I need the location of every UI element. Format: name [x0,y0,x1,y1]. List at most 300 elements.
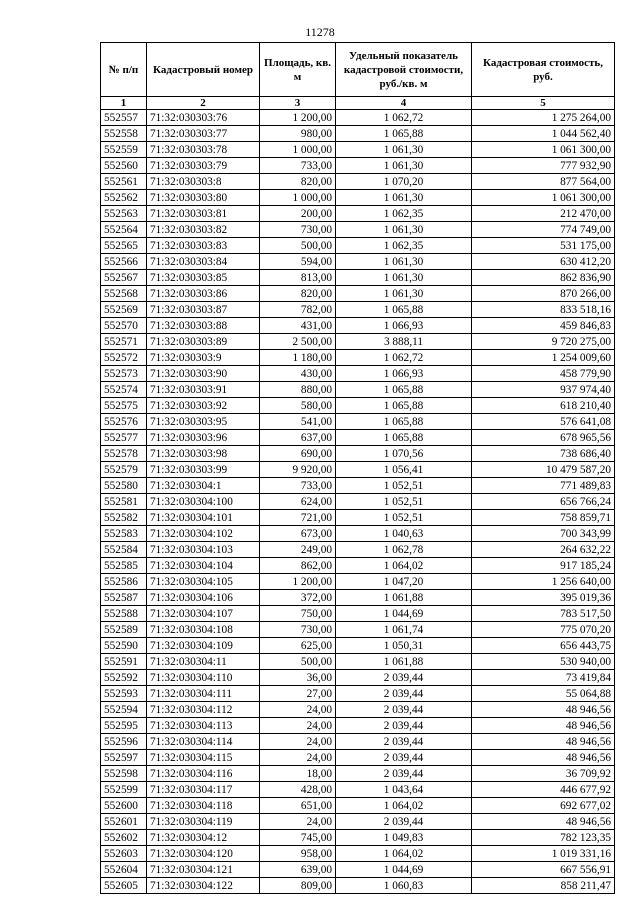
specific-rate-value: 1 065,88 [336,398,472,414]
row-number: 552587 [101,590,147,606]
area-value: 24,00 [260,750,336,766]
cadastral-number: 71:32:030304:116 [147,766,260,782]
row-number: 552557 [101,110,147,126]
cadastral-value: 877 564,00 [472,174,615,190]
table-row [101,446,615,462]
table-row [101,414,615,430]
row-number: 552562 [101,190,147,206]
cadastral-number: 71:32:030303:83 [147,238,260,254]
column-number: 4 [336,97,472,110]
specific-rate-value: 1 065,88 [336,382,472,398]
cadastral-number: 71:32:030304:114 [147,734,260,750]
cadastral-value: 1 061 300,00 [472,142,615,158]
specific-rate-value: 1 064,02 [336,846,472,862]
area-value: 820,00 [260,286,336,302]
cadastral-number: 71:32:030304:1 [147,478,260,494]
area-value: 673,00 [260,526,336,542]
cadastral-value: 656 443,75 [472,638,615,654]
area-value: 880,00 [260,382,336,398]
cadastral-value: 692 677,02 [472,798,615,814]
area-value: 24,00 [260,814,336,830]
row-number: 552570 [101,318,147,334]
cadastral-value: 48 946,56 [472,718,615,734]
column-number: 5 [472,97,615,110]
table-row [101,494,615,510]
table-row [101,718,615,734]
area-value: 24,00 [260,718,336,734]
cadastral-value: 48 946,56 [472,702,615,718]
cadastral-number: 71:32:030303:91 [147,382,260,398]
cadastral-value: 48 946,56 [472,734,615,750]
area-value: 27,00 [260,686,336,702]
table-row [101,558,615,574]
table-row [101,206,615,222]
cadastral-number: 71:32:030303:96 [147,430,260,446]
area-value: 730,00 [260,622,336,638]
specific-rate-value: 1 062,72 [336,350,472,366]
table-row [101,334,615,350]
cadastral-number: 71:32:030303:82 [147,222,260,238]
cadastral-number: 71:32:030304:118 [147,798,260,814]
table-row [101,430,615,446]
table-row [101,862,615,878]
cadastral-number: 71:32:030303:89 [147,334,260,350]
cadastral-number: 71:32:030304:112 [147,702,260,718]
specific-rate-value: 1 070,56 [336,446,472,462]
area-value: 1 200,00 [260,574,336,590]
table-row [101,750,615,766]
cadastral-value: 937 974,40 [472,382,615,398]
row-number: 552599 [101,782,147,798]
cadastral-number: 71:32:030303:92 [147,398,260,414]
cadastral-value: 738 686,40 [472,446,615,462]
row-number: 552582 [101,510,147,526]
area-value: 750,00 [260,606,336,622]
specific-rate-value: 1 061,74 [336,622,472,638]
table-row [101,622,615,638]
specific-rate-value: 1 044,69 [336,606,472,622]
cadastral-number: 71:32:030304:111 [147,686,260,702]
area-value: 651,00 [260,798,336,814]
cadastral-value: 833 518,16 [472,302,615,318]
cadastral-number: 71:32:030304:110 [147,670,260,686]
cadastral-value: 667 556,91 [472,862,615,878]
area-value: 980,00 [260,126,336,142]
cadastral-value: 775 070,20 [472,622,615,638]
specific-rate-value: 1 061,88 [336,590,472,606]
table-header-row [101,43,615,97]
area-value: 862,00 [260,558,336,574]
table-row [101,846,615,862]
cadastral-number: 71:32:030304:104 [147,558,260,574]
row-number: 552595 [101,718,147,734]
row-number: 552561 [101,174,147,190]
cadastral-value: 531 175,00 [472,238,615,254]
specific-rate-value: 1 064,02 [336,558,472,574]
table-row [101,798,615,814]
cadastral-number: 71:32:030304:119 [147,814,260,830]
row-number: 552602 [101,830,147,846]
area-value: 809,00 [260,878,336,894]
area-value: 1 180,00 [260,350,336,366]
table-row [101,878,615,894]
cadastral-value: 678 965,56 [472,430,615,446]
cadastral-number: 71:32:030303:80 [147,190,260,206]
cadastral-value: 458 779,90 [472,366,615,382]
specific-rate-value: 2 039,44 [336,734,472,750]
area-value: 690,00 [260,446,336,462]
row-number: 552591 [101,654,147,670]
cadastral-number: 71:32:030304:102 [147,526,260,542]
specific-rate-value: 1 066,93 [336,366,472,382]
specific-rate-value: 1 061,30 [336,158,472,174]
cadastral-number: 71:32:030304:101 [147,510,260,526]
specific-rate-value: 1 061,30 [336,254,472,270]
cadastral-value: 782 123,35 [472,830,615,846]
specific-rate-value: 1 062,78 [336,542,472,558]
area-value: 721,00 [260,510,336,526]
table-body [101,110,615,894]
row-number: 552572 [101,350,147,366]
table-row [101,110,615,126]
area-value: 541,00 [260,414,336,430]
table-row [101,654,615,670]
area-value: 430,00 [260,366,336,382]
cadastral-value: 36 709,92 [472,766,615,782]
cadastral-value: 10 479 587,20 [472,462,615,478]
cadastral-number: 71:32:030304:109 [147,638,260,654]
specific-rate-value: 1 061,30 [336,142,472,158]
row-number: 552603 [101,846,147,862]
cadastral-number: 71:32:030303:88 [147,318,260,334]
cadastral-value: 1 275 264,00 [472,110,615,126]
cadastral-value: 758 859,71 [472,510,615,526]
row-number: 552566 [101,254,147,270]
specific-rate-value: 1 062,72 [336,110,472,126]
cadastral-value: 777 932,90 [472,158,615,174]
cadastral-number: 71:32:030304:108 [147,622,260,638]
cadastral-number: 71:32:030303:79 [147,158,260,174]
cadastral-value: 576 641,08 [472,414,615,430]
cadastral-value: 700 343,99 [472,526,615,542]
row-number: 552588 [101,606,147,622]
cadastral-value-table [100,42,615,894]
row-number: 552573 [101,366,147,382]
cadastral-value: 771 489,83 [472,478,615,494]
area-value: 1 200,00 [260,110,336,126]
column-number: 2 [147,97,260,110]
header-cadastral-number: Кадастровый номер [147,43,260,97]
specific-rate-value: 1 061,30 [336,286,472,302]
cadastral-number: 71:32:030304:12 [147,830,260,846]
table-row [101,638,615,654]
area-value: 745,00 [260,830,336,846]
specific-rate-value: 1 065,88 [336,126,472,142]
cadastral-number: 71:32:030303:81 [147,206,260,222]
table-row [101,574,615,590]
area-value: 431,00 [260,318,336,334]
area-value: 24,00 [260,734,336,750]
row-number: 552598 [101,766,147,782]
row-number: 552589 [101,622,147,638]
table-row [101,302,615,318]
row-number: 552604 [101,862,147,878]
table-row [101,318,615,334]
area-value: 36,00 [260,670,336,686]
specific-rate-value: 1 049,83 [336,830,472,846]
cadastral-value: 48 946,56 [472,750,615,766]
cadastral-number: 71:32:030304:121 [147,862,260,878]
cadastral-number: 71:32:030303:98 [147,446,260,462]
table-row [101,590,615,606]
cadastral-number: 71:32:030304:117 [147,782,260,798]
cadastral-number: 71:32:030303:99 [147,462,260,478]
cadastral-value: 783 517,50 [472,606,615,622]
table-row [101,254,615,270]
row-number: 552584 [101,542,147,558]
table-row [101,174,615,190]
specific-rate-value: 2 039,44 [336,670,472,686]
specific-rate-value: 1 061,30 [336,270,472,286]
cadastral-number: 71:32:030303:90 [147,366,260,382]
cadastral-value: 73 419,84 [472,670,615,686]
cadastral-number: 71:32:030303:95 [147,414,260,430]
cadastral-number: 71:32:030304:122 [147,878,260,894]
row-number: 552605 [101,878,147,894]
table-row [101,814,615,830]
cadastral-value: 530 940,00 [472,654,615,670]
row-number: 552571 [101,334,147,350]
cadastral-number: 71:32:030303:85 [147,270,260,286]
row-number: 552578 [101,446,147,462]
area-value: 428,00 [260,782,336,798]
area-value: 782,00 [260,302,336,318]
row-number: 552567 [101,270,147,286]
row-number: 552564 [101,222,147,238]
table-row [101,670,615,686]
cadastral-number: 71:32:030304:105 [147,574,260,590]
row-number: 552577 [101,430,147,446]
header-cadastral-value: Кадастровая стоимость, руб. [472,43,615,97]
row-number: 552593 [101,686,147,702]
cadastral-value: 1 061 300,00 [472,190,615,206]
cadastral-value: 55 064,88 [472,686,615,702]
cadastral-number: 71:32:030303:9 [147,350,260,366]
cadastral-number: 71:32:030303:87 [147,302,260,318]
row-number: 552601 [101,814,147,830]
specific-rate-value: 1 052,51 [336,510,472,526]
specific-rate-value: 1 062,35 [336,238,472,254]
row-number: 552594 [101,702,147,718]
table-row [101,366,615,382]
row-number: 552583 [101,526,147,542]
specific-rate-value: 1 044,69 [336,862,472,878]
specific-rate-value: 2 039,44 [336,718,472,734]
header-area: Площадь, кв. м [260,43,336,97]
specific-rate-value: 2 039,44 [336,686,472,702]
table-row [101,734,615,750]
specific-rate-value: 2 039,44 [336,814,472,830]
cadastral-number: 71:32:030304:100 [147,494,260,510]
cadastral-number: 71:32:030304:120 [147,846,260,862]
cadastral-value: 264 632,22 [472,542,615,558]
table-row [101,526,615,542]
header-num: № п/п [101,43,147,97]
cadastral-value: 446 677,92 [472,782,615,798]
specific-rate-value: 1 066,93 [336,318,472,334]
table-row [101,766,615,782]
specific-rate-value: 1 052,51 [336,478,472,494]
specific-rate-value: 1 061,88 [336,654,472,670]
area-value: 639,00 [260,862,336,878]
specific-rate-value: 1 056,41 [336,462,472,478]
cadastral-number: 71:32:030303:76 [147,110,260,126]
area-value: 2 500,00 [260,334,336,350]
cadastral-value: 656 766,24 [472,494,615,510]
row-number: 552559 [101,142,147,158]
cadastral-value: 1 256 640,00 [472,574,615,590]
area-value: 18,00 [260,766,336,782]
specific-rate-value: 1 050,31 [336,638,472,654]
area-value: 733,00 [260,158,336,174]
area-value: 625,00 [260,638,336,654]
cadastral-value: 858 211,47 [472,878,615,894]
area-value: 249,00 [260,542,336,558]
specific-rate-value: 1 064,02 [336,798,472,814]
table-row [101,702,615,718]
area-value: 637,00 [260,430,336,446]
cadastral-number: 71:32:030304:11 [147,654,260,670]
table-row [101,222,615,238]
specific-rate-value: 2 039,44 [336,766,472,782]
specific-rate-value: 1 065,88 [336,414,472,430]
table-row [101,606,615,622]
cadastral-number: 71:32:030304:107 [147,606,260,622]
cadastral-number: 71:32:030303:77 [147,126,260,142]
area-value: 820,00 [260,174,336,190]
table-row [101,542,615,558]
table-row [101,126,615,142]
row-number: 552568 [101,286,147,302]
area-value: 500,00 [260,238,336,254]
page-number: 11278 [305,25,335,39]
cadastral-value: 917 185,24 [472,558,615,574]
specific-rate-value: 1 043,64 [336,782,472,798]
area-value: 733,00 [260,478,336,494]
table-row [101,238,615,254]
cadastral-value: 48 946,56 [472,814,615,830]
table-row [101,142,615,158]
area-value: 500,00 [260,654,336,670]
area-value: 1 000,00 [260,190,336,206]
specific-rate-value: 2 039,44 [336,702,472,718]
cadastral-value: 774 749,00 [472,222,615,238]
table-row [101,510,615,526]
row-number: 552565 [101,238,147,254]
row-number: 552592 [101,670,147,686]
cadastral-value: 870 266,00 [472,286,615,302]
cadastral-number: 71:32:030303:78 [147,142,260,158]
cadastral-number: 71:32:030304:103 [147,542,260,558]
area-value: 372,00 [260,590,336,606]
specific-rate-value: 1 065,88 [336,430,472,446]
table-row [101,286,615,302]
area-value: 9 920,00 [260,462,336,478]
cadastral-value: 395 019,36 [472,590,615,606]
column-number-row [101,97,615,110]
area-value: 1 000,00 [260,142,336,158]
cadastral-number: 71:32:030304:106 [147,590,260,606]
table-row [101,158,615,174]
area-value: 624,00 [260,494,336,510]
cadastral-value: 618 210,40 [472,398,615,414]
cadastral-number: 71:32:030303:8 [147,174,260,190]
cadastral-number: 71:32:030303:84 [147,254,260,270]
specific-rate-value: 2 039,44 [336,750,472,766]
area-value: 580,00 [260,398,336,414]
cadastral-value: 862 836,90 [472,270,615,286]
table-row [101,382,615,398]
table-row [101,686,615,702]
row-number: 552596 [101,734,147,750]
row-number: 552581 [101,494,147,510]
table-row [101,478,615,494]
specific-rate-value: 1 047,20 [336,574,472,590]
table-row [101,830,615,846]
row-number: 552563 [101,206,147,222]
area-value: 594,00 [260,254,336,270]
specific-rate-value: 1 061,30 [336,190,472,206]
table-row [101,398,615,414]
table-row [101,270,615,286]
cadastral-value: 459 846,83 [472,318,615,334]
row-number: 552597 [101,750,147,766]
cadastral-value: 9 720 275,00 [472,334,615,350]
cadastral-value: 1 044 562,40 [472,126,615,142]
specific-rate-value: 3 888,11 [336,334,472,350]
row-number: 552560 [101,158,147,174]
table-row [101,462,615,478]
table-row [101,782,615,798]
row-number: 552586 [101,574,147,590]
cadastral-number: 71:32:030303:86 [147,286,260,302]
column-number: 3 [260,97,336,110]
area-value: 813,00 [260,270,336,286]
row-number: 552576 [101,414,147,430]
row-number: 552569 [101,302,147,318]
row-number: 552585 [101,558,147,574]
specific-rate-value: 1 062,35 [336,206,472,222]
row-number: 552575 [101,398,147,414]
area-value: 200,00 [260,206,336,222]
header-specific-rate: Удельный показатель кадастровой стоимости, руб./кв. м [336,43,472,97]
area-value: 730,00 [260,222,336,238]
area-value: 24,00 [260,702,336,718]
cadastral-value: 630 412,20 [472,254,615,270]
specific-rate-value: 1 061,30 [336,222,472,238]
cadastral-value: 1 019 331,16 [472,846,615,862]
specific-rate-value: 1 052,51 [336,494,472,510]
cadastral-number: 71:32:030304:115 [147,750,260,766]
specific-rate-value: 1 070,20 [336,174,472,190]
column-number: 1 [101,97,147,110]
row-number: 552579 [101,462,147,478]
row-number: 552590 [101,638,147,654]
specific-rate-value: 1 060,83 [336,878,472,894]
table-row [101,190,615,206]
row-number: 552558 [101,126,147,142]
table-row [101,350,615,366]
